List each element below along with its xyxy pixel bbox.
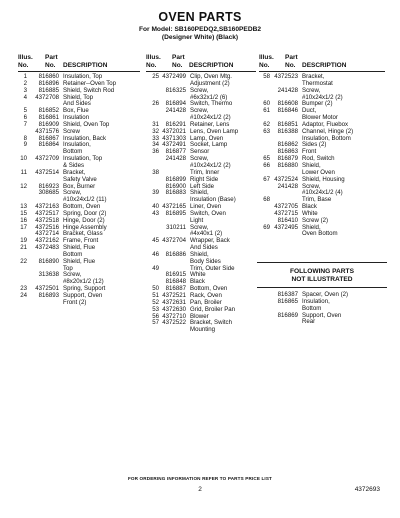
part-description: Bottom (63, 148, 83, 156)
part-number: 4372516 (35, 223, 59, 231)
part-description: Adaptor, Fluebox (302, 120, 349, 128)
illus-number (146, 327, 159, 334)
part-description: Screw, (190, 155, 209, 163)
part-description: Body Sides (190, 257, 221, 265)
part-number: 4372162 (35, 237, 59, 245)
part-description: Bracket, Glass (63, 230, 103, 238)
illus-number (18, 300, 27, 307)
part-description: Shield, Flue (63, 257, 96, 265)
illus-number: 56 (152, 312, 159, 320)
illus-number: 9 (23, 141, 27, 149)
part-number: 816883 (165, 189, 186, 197)
part-number: 816886 (165, 250, 186, 258)
part-number: 4372501 (35, 285, 59, 293)
part-number: 4372704 (162, 237, 186, 245)
part-description: #10x24x1/2 (11) (63, 196, 107, 204)
part-number (27, 300, 59, 307)
part-description: Bottom, Oven (63, 203, 101, 211)
part-description: #10x24x1/2 (2) (302, 93, 343, 101)
part-number (270, 319, 298, 326)
illus-number: 7 (23, 120, 27, 128)
illus-number: 58 (263, 73, 270, 80)
part-description: Insulation, Top (63, 155, 103, 163)
part-description: Screw, (302, 182, 321, 190)
not-illustrated-heading (259, 268, 385, 284)
part-description: And Sides (190, 244, 218, 252)
part-number: 816899 (165, 175, 186, 183)
part-number: 4372631 (162, 298, 186, 306)
illus-number: 46 (152, 250, 159, 258)
part-number: 4372522 (162, 319, 186, 327)
illus-number: 45 (152, 237, 159, 245)
part-description: Bracket, (63, 168, 86, 176)
part-number: 816291 (165, 120, 186, 128)
part-description: Bracket, Switch (190, 319, 232, 327)
part-number: 816864 (38, 141, 59, 149)
illus-number: 38 (152, 168, 159, 176)
illus-number: 3 (23, 86, 27, 94)
part-description: #4x40x1 (2) (190, 230, 223, 238)
ordering-note: FOR ORDERING INFORMATION REFER TO PARTS PRICE LIST (127, 476, 273, 481)
parts-list (146, 72, 256, 334)
part-description: Support, Oven (302, 311, 342, 319)
illus-number: 16 (20, 216, 27, 224)
part-number (159, 163, 186, 170)
parts-column-2 (146, 54, 256, 334)
illus-number: 49 (152, 264, 159, 272)
illus-number: 25 (152, 73, 159, 80)
illus-number: 2 (23, 79, 27, 87)
part-number: 816880 (277, 161, 298, 169)
part-description: Blower (190, 312, 209, 320)
parts-list (259, 72, 385, 238)
part-description: Shield, Switch Rod (63, 86, 115, 94)
illus-number: 22 (20, 257, 27, 265)
part-description: #10x24x1/2 (4) (302, 189, 343, 197)
illus-number (259, 231, 270, 238)
column-header (18, 54, 140, 72)
part-description: Front (2) (63, 298, 87, 306)
part-description: Socket, Lamp (190, 141, 228, 149)
part-number: 4372715 (274, 209, 298, 217)
part-number: 816861 (38, 114, 59, 122)
part-header: Part No. (45, 54, 58, 69)
part-description: Trim, Inner (190, 168, 220, 176)
part-number: 308685 (38, 189, 59, 197)
part-description: Insulation (Base) (190, 196, 236, 204)
part-description: Trim, Outer Side (190, 264, 235, 272)
part-number: 4372163 (35, 203, 59, 211)
part-description: Box, Burner (63, 182, 96, 190)
not-illustrated-heading-line1: FOLLOWING PARTS (290, 268, 354, 275)
illus-header: Illus. No. (146, 54, 161, 69)
part-description: White (190, 271, 206, 279)
illus-number: 12 (20, 182, 27, 190)
part-number: 816879 (277, 155, 298, 163)
part-description: Pan, Broiler (190, 298, 222, 306)
illus-number: 61 (263, 107, 270, 115)
illus-number: 26 (152, 100, 159, 108)
part-description: Grid, Broiler Pan (190, 305, 236, 313)
part-number: 4372483 (35, 244, 59, 252)
illus-number: 4 (23, 93, 27, 101)
part-description: Screw (63, 127, 80, 135)
part-number: 816851 (277, 120, 298, 128)
illus-number: 32 (152, 127, 159, 135)
part-number: 4372705 (274, 203, 298, 211)
part-description: Thermostat (302, 79, 333, 87)
illus-number (146, 225, 159, 232)
part-number: 816887 (165, 285, 186, 293)
part-number: 4372708 (35, 93, 59, 101)
part-number (270, 190, 298, 197)
part-description: Rear (302, 318, 316, 326)
part-description: Liner, Oven (190, 203, 222, 211)
part-number: 816869 (277, 311, 298, 319)
illus-number: 66 (263, 161, 270, 169)
part-number: 816410 (277, 216, 298, 224)
part-description: Screw, (302, 86, 321, 94)
part-description: Shield, Top (63, 93, 94, 101)
illus-number: 5 (23, 107, 27, 115)
part-number: 816608 (277, 100, 298, 108)
part-number: 4372165 (162, 203, 186, 211)
part-description: Blower Motor (302, 114, 338, 122)
part-description: Bumper (2) (302, 100, 333, 108)
illus-number: 13 (20, 203, 27, 211)
part-description: Bottom (63, 250, 83, 258)
description-header: DESCRIPTION (302, 61, 347, 69)
part-description: #8x20x1/2 (12) (63, 278, 104, 286)
illus-number: 24 (20, 292, 27, 299)
part-description: Box, Flue (63, 107, 89, 115)
illus-number (259, 292, 270, 299)
illus-number: 23 (20, 285, 27, 293)
document-number: 4372693 (354, 486, 380, 493)
illus-number (146, 156, 159, 163)
illus-number (146, 177, 159, 184)
illus-number: 65 (263, 155, 270, 163)
part-description: Rack, Oven (190, 292, 222, 299)
part-number: 816896 (38, 79, 59, 87)
part-description: Safety Valve (63, 175, 97, 183)
part-description: Bracket, (302, 73, 325, 80)
not-illustrated-list (259, 292, 385, 326)
part-description: Insulation, Bottom (302, 134, 351, 142)
part-number: 241428 (277, 182, 298, 190)
illus-number: 60 (263, 100, 270, 108)
part-description: Duct, (302, 107, 317, 115)
part-description: Top (63, 264, 73, 272)
part-header: Part No. (172, 54, 185, 69)
part-row (18, 300, 140, 307)
model-subtitle (0, 26, 400, 41)
illus-number (146, 108, 159, 115)
part-number: 816846 (277, 107, 298, 115)
part-description: Sides (2) (302, 141, 327, 149)
illus-number: 69 (263, 223, 270, 231)
part-description: Spring, Door (2) (63, 209, 107, 217)
part-number: 816387 (277, 291, 298, 298)
illus-number (259, 313, 270, 320)
part-description: #10x24x1/2 (2) (190, 161, 231, 169)
part-number: 4371576 (35, 127, 59, 135)
illus-number: 10 (20, 155, 27, 163)
part-description: Hinge, Door (2) (63, 216, 105, 224)
illus-number (259, 184, 270, 191)
description-header: DESCRIPTION (189, 61, 234, 69)
part-number: 4372495 (274, 223, 298, 231)
part-description: Insulation (63, 114, 90, 122)
part-description: Support, Oven (63, 292, 103, 299)
illus-number (259, 88, 270, 95)
illus-number: 33 (152, 134, 159, 142)
part-row (18, 259, 140, 266)
part-description: Adjustment (2) (190, 79, 230, 87)
part-description: Switch, Thermo (190, 100, 233, 108)
illus-number: 53 (152, 305, 159, 313)
illus-number (146, 81, 159, 88)
part-description: Insulation, (302, 297, 330, 305)
part-number: 313638 (38, 271, 59, 279)
part-description: Shield, Housing (302, 175, 345, 183)
illus-number: 68 (263, 196, 270, 204)
part-description: Shield, (302, 223, 321, 231)
part-description: Right Side (190, 175, 219, 183)
illus-number (259, 142, 270, 149)
part-number: 816325 (165, 86, 186, 94)
part-number: 816885 (38, 86, 59, 94)
illus-number: 8 (23, 134, 27, 142)
part-number: 816877 (165, 148, 186, 156)
part-number: 4372021 (162, 127, 186, 135)
illus-number: 1 (23, 73, 27, 80)
part-description: Lens, Oven Lamp (190, 127, 239, 135)
part-description: Clip, Oven Mtg. (190, 73, 232, 80)
part-description: Rod, Switch (302, 155, 335, 163)
illus-number (18, 266, 27, 273)
illus-number: 57 (152, 319, 159, 327)
part-row (259, 319, 385, 326)
part-number: 241428 (277, 86, 298, 94)
illus-number (259, 81, 270, 88)
part-description: Black (190, 278, 205, 286)
illus-number: 62 (263, 120, 270, 128)
part-description: Screw, (190, 223, 209, 231)
part-description: & Sides (63, 161, 85, 169)
part-description: Light (190, 216, 204, 224)
part-header: Part No. (285, 54, 298, 69)
illus-number (146, 272, 159, 279)
part-number: 816852 (38, 107, 59, 115)
illus-number: 50 (152, 285, 159, 293)
illus-number: 17 (20, 223, 27, 231)
part-row (259, 313, 385, 320)
column-header (259, 54, 385, 72)
part-description: Sensor (190, 148, 210, 156)
part-number: 816923 (38, 182, 59, 190)
part-description: Shield, (302, 161, 321, 169)
part-number: 4372714 (35, 230, 59, 238)
illus-number (146, 88, 159, 95)
page-title: OVEN PARTS (158, 10, 242, 24)
part-description: Screw, (190, 86, 209, 94)
part-description: Frame, Front (63, 237, 99, 245)
illus-number: 6 (23, 114, 27, 122)
part-description: #10x24x1/2 (2) (190, 114, 231, 122)
part-number: 816890 (38, 257, 59, 265)
model-line: For Model: SB160PEDQ2,SB160PEDB2 (138, 26, 262, 33)
description-header: DESCRIPTION (63, 61, 108, 69)
parts-column-3 (259, 54, 385, 238)
part-number: 816909 (38, 120, 59, 128)
part-description: Shield, Oven Top (63, 120, 110, 128)
illus-number: 40 (152, 203, 159, 211)
part-number: 816848 (165, 278, 186, 286)
part-description: Bottom, Oven (190, 285, 228, 293)
illus-number: 11 (20, 168, 27, 176)
illus-number (259, 136, 270, 143)
illus-header: Illus. No. (18, 54, 33, 69)
finish-line: (Designer White) (Black) (161, 33, 239, 41)
part-number: 816867 (38, 134, 59, 142)
part-description: And Sides (63, 100, 91, 108)
illus-number (18, 190, 27, 197)
part-description: Screw, (63, 271, 82, 279)
part-description: Shield, Flue (63, 244, 96, 252)
illus-number (259, 204, 270, 211)
not-illustrated-heading-line2: NOT ILLUSTRATED (291, 275, 353, 283)
part-number: 241428 (165, 107, 186, 115)
part-description: Hinge Assembly (63, 223, 107, 231)
part-number: 4371303 (162, 134, 186, 142)
part-description: Shield, (190, 189, 209, 197)
part-description: Oven Bottom (302, 230, 338, 238)
part-number: 4372521 (162, 292, 186, 299)
section-divider (257, 262, 387, 263)
page-number: 2 (198, 486, 202, 493)
part-description: Shield, (190, 250, 209, 258)
illus-number: 63 (263, 127, 270, 135)
part-description: Channel, Hinge (2) (302, 127, 354, 135)
part-number: 816863 (277, 148, 298, 156)
part-row (259, 299, 385, 306)
part-number (270, 231, 298, 238)
part-number: 4372518 (35, 216, 59, 224)
part-number: 4372630 (162, 305, 186, 313)
part-number (159, 327, 186, 334)
part-number: 816865 (277, 297, 298, 305)
part-number: 241428 (165, 155, 186, 163)
illus-number (259, 319, 270, 326)
part-description: Screw, (190, 107, 209, 115)
part-description: Wrapper, Back (190, 237, 230, 245)
part-description: Switch, Oven (190, 209, 226, 217)
part-description: Retainer--Oven Top (63, 79, 117, 87)
illus-number: 15 (20, 209, 27, 217)
part-row (146, 327, 256, 334)
part-row (259, 231, 385, 238)
part-number: 4372524 (274, 175, 298, 183)
part-number: 816894 (165, 100, 186, 108)
part-description: Left Side (190, 182, 215, 190)
illus-number (18, 272, 27, 279)
illus-number: 36 (152, 148, 159, 156)
illus-number: 21 (20, 244, 27, 252)
part-number: 4372491 (162, 141, 186, 149)
illus-number: 52 (152, 298, 159, 306)
part-description: Lamp, Oven (190, 134, 224, 142)
part-number: 816900 (165, 182, 186, 190)
part-description: Trim, Base (302, 196, 332, 204)
illus-number: 39 (152, 189, 159, 197)
illus-number: 43 (152, 209, 159, 217)
illus-number (259, 306, 270, 313)
part-description: Front (302, 148, 317, 156)
part-description: Lower Oven (302, 168, 335, 176)
part-number: 310211 (166, 223, 186, 231)
illus-number: 67 (263, 175, 270, 183)
illus-number: 31 (152, 120, 159, 128)
part-number: 4372710 (162, 312, 186, 320)
column-header (146, 54, 256, 72)
part-description: Bottom (302, 304, 322, 312)
part-description: White (302, 209, 318, 217)
part-number: 816893 (38, 292, 59, 299)
part-description: Spacer, Oven (2) (302, 291, 349, 298)
part-description: Mounting (190, 326, 216, 334)
illus-number (259, 211, 270, 218)
part-number: 816895 (165, 209, 186, 217)
part-number: 4372709 (35, 155, 59, 163)
section-divider (257, 287, 387, 288)
part-description: Spring, Support (63, 285, 106, 293)
part-number (159, 259, 186, 266)
illus-number (146, 218, 159, 225)
parts-column-1 (18, 54, 140, 307)
part-description: Screw, (63, 189, 82, 197)
part-description: Screw (2) (302, 216, 329, 224)
part-description: Insulation, Back (63, 134, 107, 142)
part-number: 4372523 (274, 73, 298, 80)
illus-number: 34 (152, 141, 159, 149)
illus-header: Illus. No. (259, 54, 274, 69)
part-number: 816388 (277, 127, 298, 135)
illus-number: 19 (20, 237, 27, 245)
part-description: #6x32x1/2 (6) (190, 93, 228, 101)
part-number: 4372517 (35, 209, 59, 217)
part-description: Insulation, (63, 141, 91, 149)
part-description: Insulation, Top (63, 73, 103, 80)
part-number: 4372499 (162, 73, 186, 80)
part-number: 816915 (165, 271, 186, 279)
part-number: 816860 (38, 73, 59, 80)
part-description: Black (302, 203, 317, 211)
part-number: 816862 (277, 141, 298, 149)
parts-list (18, 72, 140, 307)
illus-number (259, 299, 270, 306)
part-description: Retainer, Lens (190, 120, 230, 128)
part-number: 4372514 (35, 168, 59, 176)
illus-number: 51 (152, 292, 159, 299)
